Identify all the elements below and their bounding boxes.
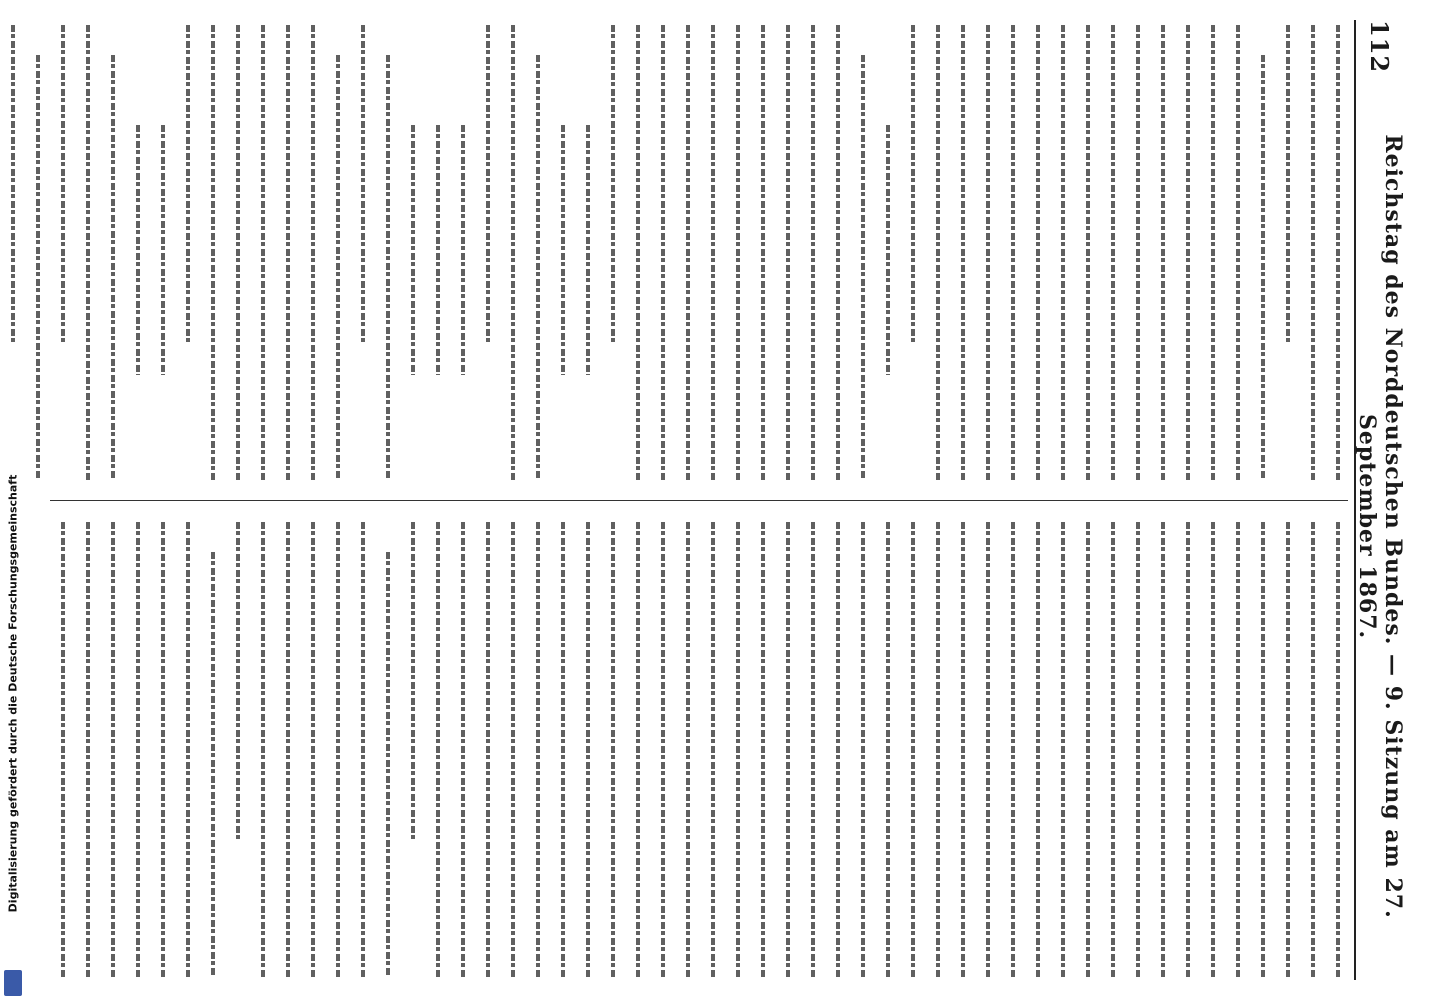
text-line	[761, 25, 765, 480]
text-line	[1336, 25, 1340, 480]
text-line	[1161, 25, 1165, 480]
text-line	[1336, 522, 1340, 977]
text-line	[461, 522, 465, 977]
text-line	[686, 25, 690, 480]
text-line	[786, 522, 790, 977]
text-line	[1086, 25, 1090, 480]
text-line	[161, 125, 165, 375]
text-line	[936, 25, 940, 480]
margin-note	[0, 0, 26, 1000]
text-line	[161, 522, 165, 977]
text-line	[86, 25, 90, 480]
text-line	[286, 522, 290, 977]
text-line	[911, 25, 915, 344]
text-line	[111, 522, 115, 977]
page-header	[1354, 20, 1406, 980]
text-line	[436, 522, 440, 977]
dfg-logo-icon	[4, 970, 22, 996]
text-line	[261, 25, 265, 480]
text-line	[1261, 55, 1265, 480]
text-line	[486, 25, 490, 344]
text-line	[36, 55, 40, 480]
text-line	[1061, 25, 1065, 480]
text-line	[136, 522, 140, 977]
text-line	[736, 25, 740, 480]
text-line	[986, 522, 990, 977]
text-line	[1036, 25, 1040, 480]
text-line	[211, 552, 215, 977]
text-line	[1211, 522, 1215, 977]
text-line	[611, 25, 615, 344]
text-line	[736, 522, 740, 977]
text-line	[86, 522, 90, 977]
text-line	[711, 25, 715, 480]
text-line	[711, 522, 715, 977]
text-line	[61, 522, 65, 977]
text-line	[286, 25, 290, 480]
text-line	[636, 522, 640, 977]
text-line	[986, 25, 990, 480]
text-line	[811, 25, 815, 480]
text-line	[1111, 25, 1115, 480]
text-line	[411, 522, 415, 841]
text-line	[311, 25, 315, 480]
column-divider	[50, 500, 1348, 501]
text-line	[661, 522, 665, 977]
text-line	[361, 522, 365, 977]
text-line	[186, 522, 190, 977]
text-line	[211, 25, 215, 480]
text-line	[236, 522, 240, 841]
text-line	[136, 125, 140, 375]
text-line	[636, 25, 640, 480]
rotated-page	[20, 0, 1406, 1000]
text-line	[536, 55, 540, 480]
text-line	[761, 522, 765, 977]
text-line	[1011, 25, 1015, 480]
text-column-right	[60, 522, 1340, 977]
text-line	[411, 125, 415, 375]
text-line	[611, 522, 615, 977]
text-line	[786, 25, 790, 480]
text-column-left	[60, 25, 1340, 480]
text-line	[961, 25, 965, 480]
text-line	[561, 125, 565, 375]
text-line	[1061, 522, 1065, 977]
text-line	[261, 522, 265, 977]
text-line	[936, 522, 940, 977]
text-line	[1086, 522, 1090, 977]
text-line	[1036, 522, 1040, 977]
text-line	[886, 125, 890, 375]
text-line	[311, 522, 315, 977]
header-rule	[1354, 20, 1356, 980]
text-line	[461, 125, 465, 375]
text-line	[1136, 25, 1140, 480]
text-line	[1311, 522, 1315, 977]
text-line	[111, 55, 115, 480]
text-line	[1011, 522, 1015, 977]
text-line	[1211, 25, 1215, 480]
running-head: Reichstag des Norddeutschen Bundes. — 9. Sitzung am 27. September 1867.	[1354, 134, 1406, 919]
text-line	[336, 55, 340, 480]
text-line	[836, 25, 840, 480]
text-line	[1186, 25, 1190, 480]
text-line	[1286, 522, 1290, 977]
text-line	[1261, 522, 1265, 977]
text-line	[1111, 522, 1115, 977]
text-line	[686, 522, 690, 977]
text-line	[1236, 25, 1240, 480]
text-line	[1136, 522, 1140, 977]
text-line	[911, 522, 915, 977]
text-line	[1286, 25, 1290, 344]
text-line	[961, 522, 965, 977]
text-line	[861, 522, 865, 977]
text-line	[1161, 522, 1165, 977]
text-line	[1236, 522, 1240, 977]
text-line	[561, 522, 565, 977]
page-number: 112	[1365, 20, 1395, 74]
text-line	[386, 552, 390, 977]
text-line	[1186, 522, 1190, 977]
text-line	[61, 25, 65, 344]
margin-note-text: Digitalisierung gefördert durch die Deutsche Forschungsgemeinschaft	[6, 474, 20, 913]
text-line	[511, 522, 515, 977]
text-line	[861, 55, 865, 480]
text-line	[511, 25, 515, 480]
text-line	[886, 522, 890, 977]
text-line	[361, 25, 365, 344]
text-line	[236, 25, 240, 480]
text-line	[536, 522, 540, 977]
text-line	[486, 522, 490, 977]
text-line	[436, 125, 440, 375]
text-line	[186, 25, 190, 344]
text-line	[836, 522, 840, 977]
text-line	[336, 522, 340, 977]
text-line	[586, 522, 590, 977]
text-line	[586, 125, 590, 375]
text-line	[1311, 25, 1315, 480]
text-line	[661, 25, 665, 480]
text-line	[811, 522, 815, 977]
text-line	[386, 55, 390, 480]
